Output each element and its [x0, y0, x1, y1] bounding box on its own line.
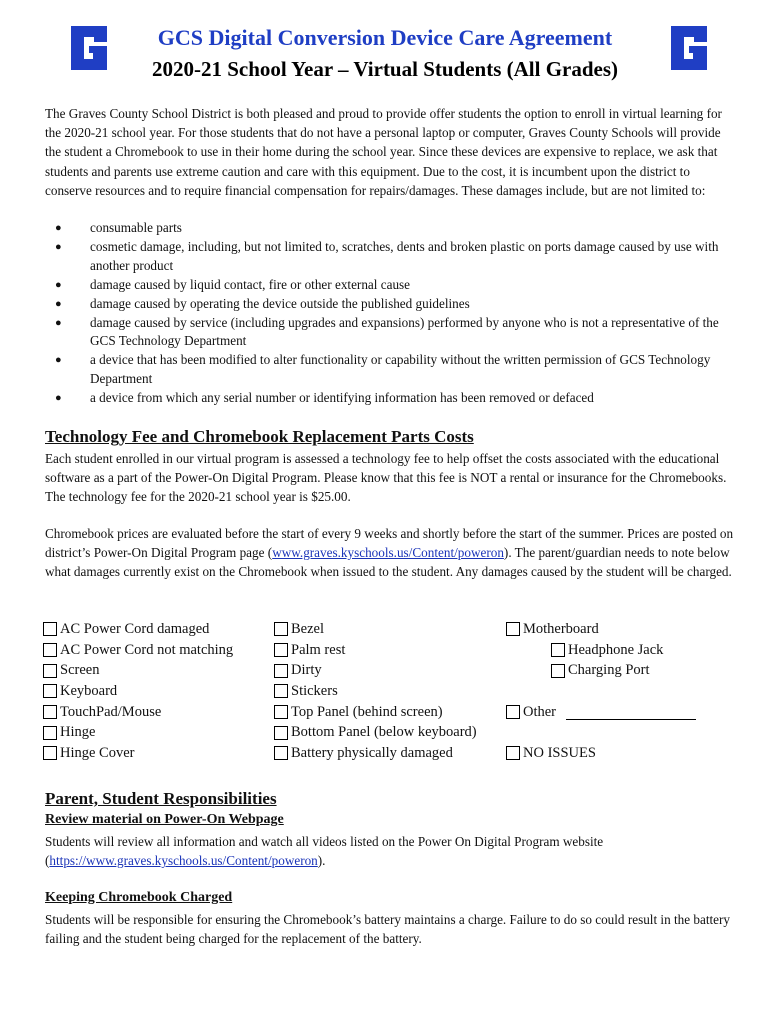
- checkbox-charging-port[interactable]: Charging Port: [506, 660, 696, 681]
- checkbox-box[interactable]: [506, 746, 520, 760]
- checkbox-hinge-cover[interactable]: Hinge Cover: [43, 743, 233, 764]
- checkbox-box[interactable]: [506, 705, 520, 719]
- checkbox-hinge[interactable]: Hinge: [43, 722, 233, 743]
- checkbox-box[interactable]: [274, 705, 288, 719]
- list-item: ● a device that has been modified to alter functionality or capability without the written permission of GCS Technology Department: [55, 352, 711, 387]
- document-subtitle: 2020-21 School Year – Virtual Students (All Grades): [151, 57, 619, 81]
- checkbox-touchpad-mouse[interactable]: TouchPad/Mouse: [43, 702, 233, 723]
- damages-list: [45, 219, 735, 408]
- checkbox-box[interactable]: [43, 684, 57, 698]
- checkbox-keyboard[interactable]: Keyboard: [43, 681, 233, 702]
- poweron-link[interactable]: www.graves.kyschools.us/Content/poweron: [272, 545, 504, 561]
- checkbox-box[interactable]: [43, 643, 57, 657]
- review-heading: Review material on Power-On Webpage: [45, 812, 284, 827]
- document-title: GCS Digital Conversion Device Care Agreement: [157, 25, 613, 50]
- tech-fee-paragraph: Each student enrolled in our virtual program is assessed a technology fee to help offset the costs associated with the educational software as a part of the Power-On Digital Program. Please know that this fee is NOT a rental or insurance for the Chromebooks. The technology fee for the 2020-21 school year is $25.00.: [45, 451, 727, 505]
- checkbox-bottom-panel[interactable]: Bottom Panel (below keyboard): [274, 722, 477, 743]
- bullet-icon: ●: [55, 278, 62, 291]
- responsibilities-heading: Parent, Student Responsibilities: [45, 789, 277, 808]
- other-blank-line[interactable]: [566, 705, 696, 720]
- checkbox-box[interactable]: [274, 726, 288, 740]
- bullet-icon: ●: [55, 297, 62, 310]
- checkbox-box[interactable]: [274, 664, 288, 678]
- checkbox-box[interactable]: [551, 643, 565, 657]
- checkbox-stickers[interactable]: Stickers: [274, 681, 477, 702]
- checkbox-box[interactable]: [274, 684, 288, 698]
- list-item: ● consumable parts: [45, 219, 735, 238]
- checkbox-bezel[interactable]: Bezel: [274, 619, 477, 640]
- list-item: ● a device from which any serial number or identifying information has been removed or defaced: [45, 389, 735, 408]
- checkbox-box[interactable]: [506, 622, 520, 636]
- checkbox-box[interactable]: [43, 726, 57, 740]
- charged-paragraph: Students will be responsible for ensuring the Chromebook’s battery maintains a charge. Failure to do so could result in the battery failing and the student being charged for the replacement of the battery.: [45, 912, 730, 947]
- checkbox-headphone-jack[interactable]: Headphone Jack: [506, 640, 696, 661]
- checkbox-box[interactable]: [43, 746, 57, 760]
- list-item: ● damage caused by operating the device outside the published guidelines: [45, 295, 735, 314]
- checklist-column-2: [274, 619, 477, 764]
- checkbox-ac-power-cord-not-matching[interactable]: AC Power Cord not matching: [43, 640, 233, 661]
- tech-fee-heading: Technology Fee and Chromebook Replacement Parts Costs: [45, 427, 474, 446]
- list-item: ● damage caused by service (including upgrades and expansions) performed by anyone who is not a representative of the GCS Technology Department: [55, 314, 719, 349]
- checkbox-box[interactable]: [274, 746, 288, 760]
- checkbox-box[interactable]: [274, 643, 288, 657]
- checkbox-box[interactable]: [274, 622, 288, 636]
- checkbox-motherboard[interactable]: Motherboard: [506, 619, 696, 640]
- checkbox-box[interactable]: [43, 705, 57, 719]
- checkbox-top-panel[interactable]: Top Panel (behind screen): [274, 702, 477, 723]
- checklist-column-3: [506, 619, 696, 764]
- checkbox-other[interactable]: Other: [506, 702, 696, 723]
- list-item: ● damage caused by liquid contact, fire or other external cause: [45, 276, 735, 295]
- checkbox-battery-damaged[interactable]: Battery physically damaged: [274, 743, 477, 764]
- review-paragraph: Students will review all information and watch all videos listed on the Power On Digital Program website (https://www.graves.kyschools.us/Content/poweron).: [45, 834, 604, 869]
- bullet-icon: ●: [55, 392, 62, 405]
- checkbox-box[interactable]: [43, 622, 57, 636]
- bullet-icon: ●: [55, 354, 62, 367]
- checkbox-dirty[interactable]: Dirty: [274, 660, 477, 681]
- bullet-icon: ●: [55, 222, 62, 234]
- checkbox-no-issues[interactable]: NO ISSUES: [506, 743, 696, 764]
- checkbox-ac-power-cord-damaged[interactable]: AC Power Cord damaged: [43, 619, 233, 640]
- checkbox-screen[interactable]: Screen: [43, 660, 233, 681]
- checkbox-box[interactable]: [43, 664, 57, 678]
- bullet-icon: ●: [55, 240, 62, 253]
- checkbox-palm-rest[interactable]: Palm rest: [274, 640, 477, 661]
- checklist-column-1: [43, 619, 233, 764]
- intro-paragraph: The Graves County School District is both pleased and proud to provide offer students the option to enroll in virtual learning for the 2020-21 school year. For those students that do not have a personal laptop or computer, Graves County Schools will provide the student a Chromebook to use in their home during the school year. Since these devices are expensive to replace, we ask that students and parents use extreme caution and care with this equipment. Due to the cost, it is incumbent upon the district to conserve resources and to require financial compensation for repairs/damages. These damages include, but are not limited to:: [45, 106, 722, 198]
- checkbox-box[interactable]: [551, 664, 565, 678]
- list-item: ● cosmetic damage, including, but not limited to, scratches, dents and broken plastic on ports damage caused by use with another product: [55, 238, 719, 273]
- charged-heading: Keeping Chromebook Charged: [45, 890, 233, 905]
- prices-paragraph: Chromebook prices are evaluated before the start of every 9 weeks and shortly before the start of the summer. Prices are posted on district’s Power-On Digital Program page (www.graves.kyschools.us/Content/poweron). The parent/guardian needs to note below what damages currently exist on the Chromebook when issued to the student. Any damages caused by the student will be charged.: [45, 526, 734, 580]
- poweron-website-link[interactable]: https://www.graves.kyschools.us/Content/poweron: [49, 853, 318, 869]
- bullet-icon: ●: [55, 316, 62, 329]
